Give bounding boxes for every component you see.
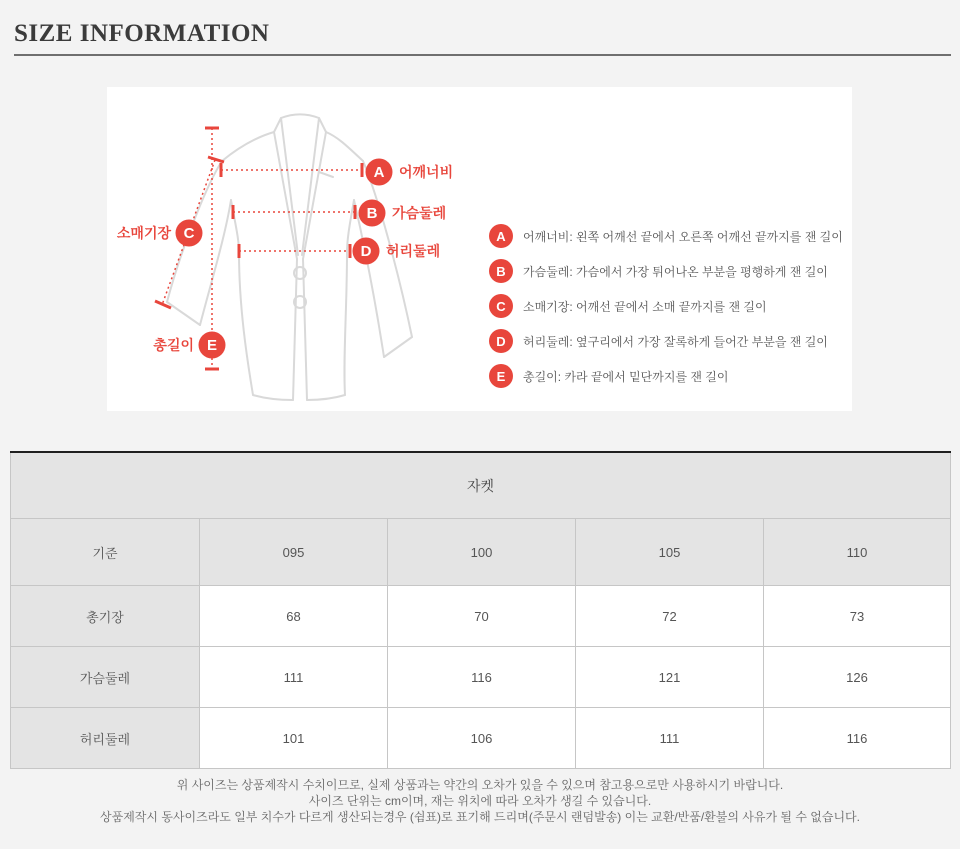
table-cell: 72: [576, 586, 764, 647]
badge-d-icon: [353, 238, 380, 265]
badge-e-letter: E: [206, 337, 218, 354]
legend-description-b: 가슴둘레: 가슴에서 가장 튀어나온 부분을 평행하게 잰 길이: [523, 264, 828, 279]
label-shoulder-width: 어깨너비: [399, 164, 454, 180]
row-label: 허리둘레: [11, 708, 200, 769]
column-header: 095: [200, 519, 388, 586]
table-row: [11, 708, 951, 769]
legend-description-c: 소매기장: 어깨선 끝에서 소매 끝까지를 잰 길이: [523, 299, 767, 314]
table-cell: 126: [764, 647, 951, 708]
legend-description-d: 허리둘레: 옆구리에서 가장 잘록하게 들어간 부분을 잰 길이: [523, 334, 828, 349]
legend-description-e: 총길이: 카라 끝에서 밑단까지를 잰 길이: [523, 369, 729, 384]
column-header: 기준: [11, 519, 200, 586]
badge-c-letter: C: [183, 225, 195, 242]
row-label: 총기장: [11, 586, 200, 647]
table-cell: 68: [200, 586, 388, 647]
row-label: 가슴둘레: [11, 647, 200, 708]
label-sleeve-length: 소매기장: [116, 225, 171, 241]
legend-row-d: [489, 329, 843, 353]
table-title-row: [11, 452, 951, 519]
note-line: 위 사이즈는 상품제작시 수치이므로, 실제 상품과는 약간의 오차가 있을 수 있으며 참고용으로만 사용하시기 바랍니다.: [176, 778, 784, 792]
legend-badge-b-icon: B: [489, 259, 513, 283]
table-title: 자켓: [11, 452, 951, 519]
column-header: 105: [576, 519, 764, 586]
size-diagram-card: [107, 87, 852, 411]
table-row: [11, 647, 951, 708]
legend-description-a: 어깨너비: 왼쪽 어깨선 끝에서 오른쪽 어깨선 끝까지를 잰 길이: [523, 229, 843, 244]
label-chest: 가슴둘레: [392, 205, 447, 221]
badge-d-letter: D: [360, 243, 372, 260]
label-total-length: 총길이: [153, 337, 194, 353]
badge-a-letter: A: [373, 164, 385, 181]
legend-row-a: [489, 224, 843, 248]
badge-b-icon: [359, 200, 386, 227]
badge-c-icon: [176, 220, 203, 247]
table-cell: 116: [388, 647, 576, 708]
table-cell: 101: [200, 708, 388, 769]
legend-badge-a-icon: A: [489, 224, 513, 248]
table-cell: 111: [200, 647, 388, 708]
label-waist: 허리둘레: [386, 243, 441, 259]
jacket-measurement-diagram: [107, 87, 507, 411]
measurement-lines: [155, 128, 362, 369]
table-cell: 106: [388, 708, 576, 769]
table-cell: 121: [576, 647, 764, 708]
size-table: [10, 451, 951, 769]
table-cell: 73: [764, 586, 951, 647]
size-notes: [0, 777, 960, 825]
badge-b-letter: B: [366, 205, 378, 222]
legend-row-e: [489, 364, 843, 388]
table-cell: 111: [576, 708, 764, 769]
note-line: 사이즈 단위는 cm이며, 재는 위치에 따라 오차가 생길 수 있습니다.: [308, 794, 652, 808]
table-header-row: [11, 519, 951, 586]
legend-badge-d-icon: D: [489, 329, 513, 353]
legend-badge-c-icon: C: [489, 294, 513, 318]
column-header: 100: [388, 519, 576, 586]
legend-row-c: [489, 294, 843, 318]
legend-row-b: [489, 259, 843, 283]
table-row: [11, 586, 951, 647]
legend-badge-e-icon: E: [489, 364, 513, 388]
table-cell: 116: [764, 708, 951, 769]
badge-a-icon: [366, 159, 393, 186]
table-cell: 70: [388, 586, 576, 647]
note-line: 상품제작시 동사이즈라도 일부 치수가 다르게 생산되는경우 (쉼표)로 표기해 드리며(주문시 랜덤발송) 이는 교환/반품/환불의 사유가 될 수 없습니다.: [100, 810, 860, 824]
badge-e-icon: [199, 332, 226, 359]
column-header: 110: [764, 519, 951, 586]
title-divider: [14, 54, 951, 56]
page-title: SIZE INFORMATION: [14, 20, 270, 47]
measurement-legend: [489, 224, 843, 388]
